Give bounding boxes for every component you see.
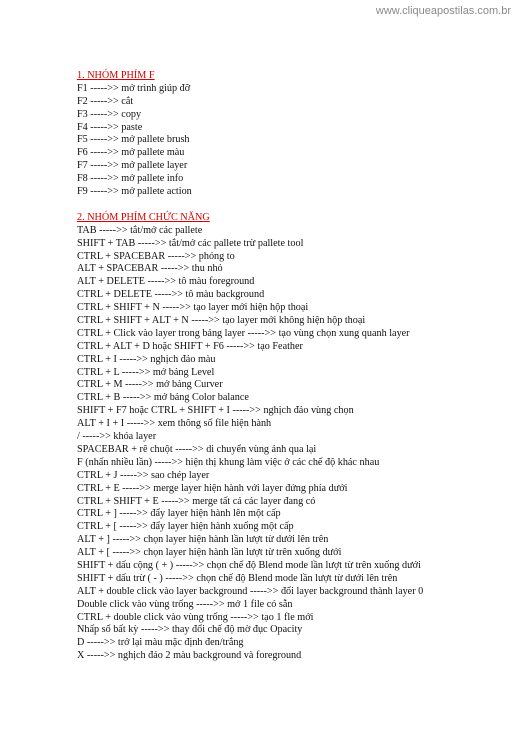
shortcut-line: CTRL + ALT + D hoặc SHIFT + F6 ----->> tạo Feather	[77, 340, 303, 352]
shortcut-line: ALT + [ ----->> chọn layer hiện hành lần lượt từ trên xuống dưới	[77, 547, 342, 559]
shortcut-line: ALT + double click vào layer background ----->> đổi layer background thành layer 0	[77, 585, 424, 597]
shortcut-line: F2 ----->> cắt	[77, 95, 134, 107]
section-gap	[77, 199, 517, 212]
shortcut-line: F9 ----->> mở pallete action	[77, 186, 192, 198]
shortcut-line: F7 ----->> mở pallete layer	[77, 160, 188, 172]
shortcut-line: X ----->> nghịch đảo 2 màu background và foreground	[77, 650, 302, 662]
shortcut-line: CTRL + DELETE ----->> tô màu background	[77, 289, 265, 301]
shortcut-line: SPACEBAR + rê chuột ----->> di chuyển vùng ảnh qua lại	[77, 443, 317, 455]
shortcut-line: F6 ----->> mở pallete màu	[77, 147, 185, 159]
shortcut-line: CTRL + double click vào vùng trống ----->> tạo 1 fle mới	[77, 611, 314, 623]
shortcut-line: CTRL + SHIFT + N ----->> tạo layer mới hiện hộp thoại	[77, 302, 309, 314]
shortcut-line: F4 ----->> paste	[77, 121, 143, 133]
shortcut-line: F5 ----->> mở pallete brush	[77, 134, 190, 146]
shortcut-line: F3 ----->> copy	[77, 108, 142, 120]
shortcut-line: CTRL + SHIFT + ALT + N ----->> tạo layer mới không hiện hộp thoại	[77, 315, 366, 327]
shortcut-line: F (nhấn nhiều lần) ----->> hiện thị khung làm việc ở các chế độ khác nhau	[77, 456, 380, 468]
shortcut-line: SHIFT + dấu cộng ( + ) ----->> chọn chế độ Blend mode lần lượt từ trên xuống dưới	[77, 559, 421, 571]
shortcut-line: CTRL + SPACEBAR ----->> phóng to	[77, 250, 235, 262]
shortcut-line: D ----->> trở lại màu mặc định đen/trắng	[77, 637, 244, 649]
shortcut-document	[77, 70, 517, 663]
shortcut-line: ALT + DELETE ----->> tô màu foreground	[77, 276, 255, 288]
shortcut-line: Double click vào vùng trống ----->> mở 1 file có sẵn	[77, 598, 293, 610]
section-heading: 1. NHÓM PHÍM F	[77, 70, 155, 81]
shortcut-line: ALT + I + I ----->> xem thông số file hiện hành	[77, 418, 272, 430]
site-url: www.cliqueapostilas.com.br	[375, 5, 511, 17]
shortcut-line: SHIFT + TAB ----->> tắt/mở các pallete trừ pallete tool	[77, 237, 304, 249]
section-heading: 2. NHÓM PHÍM CHỨC NĂNG	[77, 211, 210, 223]
shortcut-line: CTRL + ] ----->> đẩy layer hiện hành lên một cấp	[77, 508, 281, 520]
shortcut-line: CTRL + M ----->> mở bảng Curver	[77, 379, 223, 391]
shortcut-line: CTRL + I ----->> nghịch đảo màu	[77, 353, 216, 365]
shortcut-line: / ----->> khóa layer	[77, 431, 157, 443]
shortcut-line: SHIFT + dấu trừ ( - ) ----->> chọn chế độ Blend mode lần lượt từ dưới lên trên	[77, 572, 398, 584]
shortcut-line: ALT + SPACEBAR ----->> thu nhỏ	[77, 263, 223, 275]
shortcut-line: CTRL + B ----->> mở bảng Color balance	[77, 392, 249, 404]
shortcut-line: CTRL + E ----->> merge layer hiện hành với layer đứng phía dưới	[77, 482, 348, 494]
shortcut-line: CTRL + J ----->> sao chép layer	[77, 469, 210, 481]
shortcut-line: CTRL + SHIFT + E ----->> merge tất cả các layer đang có	[77, 495, 316, 507]
shortcut-line: Nhấp số bất kỳ ----->> thay đổi chế độ mờ đục Opacity	[77, 624, 303, 636]
section-1	[77, 70, 517, 199]
shortcut-line: SHIFT + F7 hoặc CTRL + SHIFT + I ----->> nghịch đảo vùng chọn	[77, 405, 354, 417]
shortcut-line: ALT + ] ----->> chọn layer hiện hành lần lượt từ dưới lên trên	[77, 534, 329, 546]
shortcut-line: F8 ----->> mở pallete info	[77, 173, 184, 185]
shortcut-line: F1 ----->> mở trình giúp đỡ	[77, 82, 191, 94]
shortcut-line: CTRL + L ----->> mở bảng Level	[77, 366, 215, 378]
shortcut-line: TAB ----->> tắt/mở các pallete	[77, 224, 203, 236]
section-2	[77, 199, 517, 663]
shortcut-line: CTRL + [ ----->> đẩy layer hiện hành xuống một cấp	[77, 521, 294, 533]
shortcut-line: CTRL + Click vào layer trong bảng layer ----->> tạo vùng chọn xung quanh layer	[77, 327, 410, 339]
